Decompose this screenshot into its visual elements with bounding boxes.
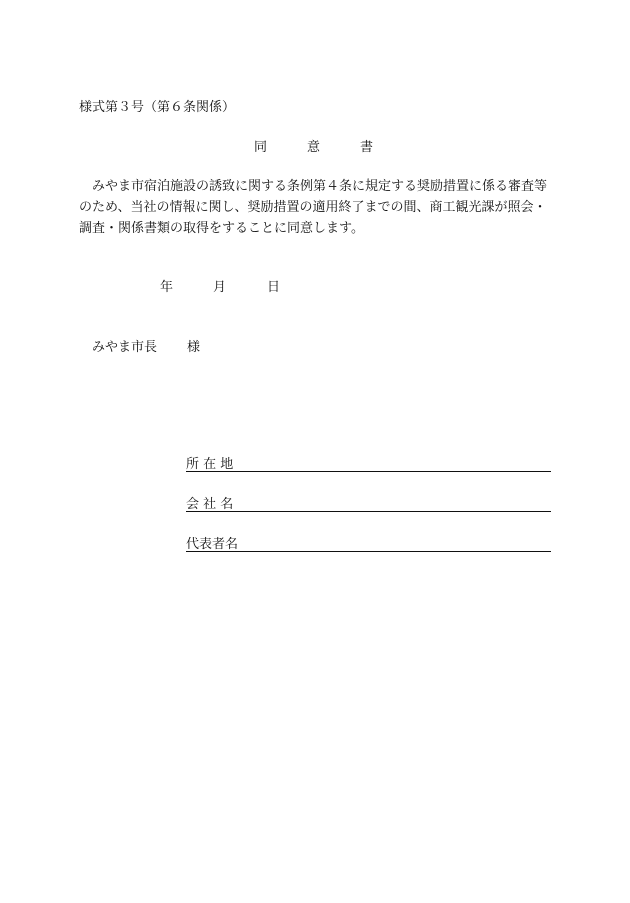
title-char-3: 書 [360,140,374,155]
date-day: 日 [267,280,281,295]
company-name-label: 会 社 名 [186,497,234,512]
consent-statement: みやま市宿泊施設の誘致に関する条例第４条に規定する奨励措置に係る審査等のため、当社の情報に関し、奨励措置の適用終了までの間、商工観光課が照会・調査・関係書類の取得をすることに同意します。 [79,179,548,236]
company-name-field[interactable] [186,493,551,512]
title-char-2: 意 [307,140,321,155]
document-title [254,136,373,155]
addressee-honorific: 様 [187,340,201,355]
date-month: 月 [213,280,227,295]
date-year: 年 [160,280,174,295]
representative-field[interactable] [186,533,551,552]
title-char-1: 同 [254,140,268,155]
representative-label: 代表者名 [186,537,239,552]
addressee [92,336,200,355]
form-number: 様式第３号（第６条関係） [79,100,236,115]
address-label: 所 在 地 [186,457,234,472]
addressee-name: みやま市長 [92,340,158,355]
address-field[interactable] [186,453,551,472]
